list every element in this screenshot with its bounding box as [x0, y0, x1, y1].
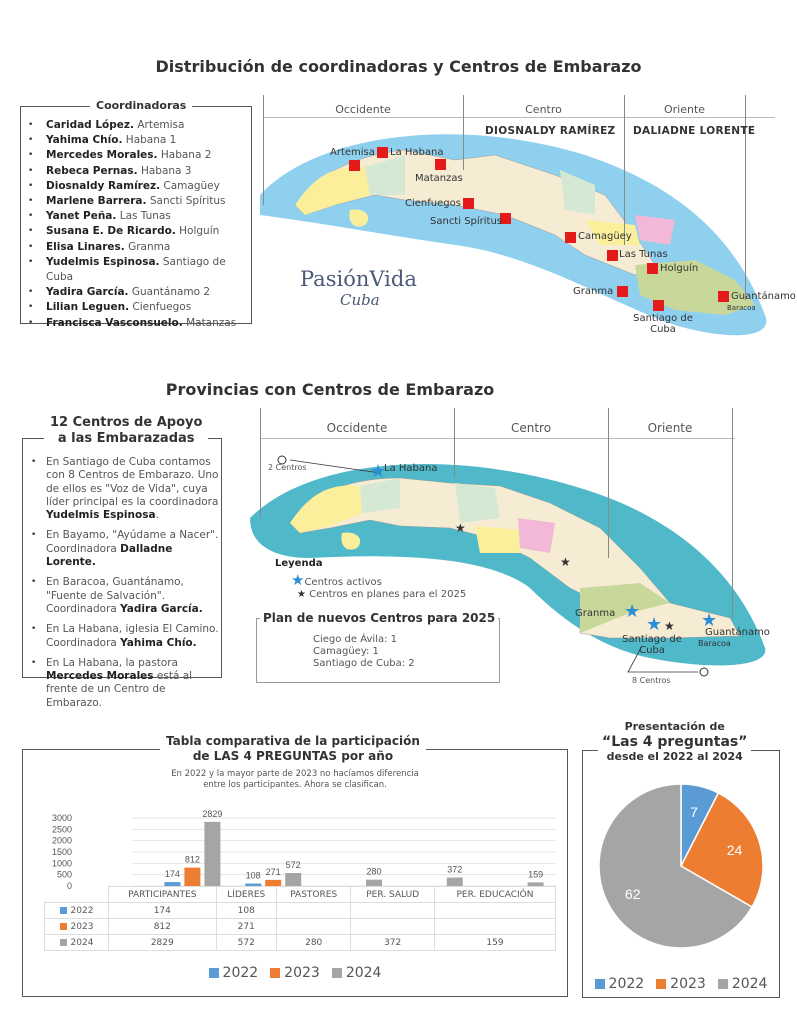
support-title: [44, 415, 208, 447]
table-cell: 271: [216, 919, 276, 935]
logo-text: PasiónVida: [300, 267, 417, 291]
callout-circle-east: [700, 668, 708, 676]
marker-artemisa: [349, 160, 360, 171]
support-item: • En Santiago de Cuba contamos con 8 Centros de Embarazo. Uno de ellos es "Voz de Vida", cuya líder principal es la coordinadora Yudelmis Espinosa.: [24, 456, 220, 522]
coordinator-item: [22, 164, 254, 179]
centro-coordinator: DIOSNALDY RAMÍREZ: [485, 125, 616, 137]
bar-2023-0: [184, 868, 200, 886]
bar-chart-title-line1: Tabla comparativa de la participación: [166, 734, 420, 748]
coordinator-place: Habana 2: [157, 149, 212, 162]
city-las-tunas: Las Tunas: [619, 249, 668, 260]
coordinator-item: [22, 118, 254, 133]
plan-item: Ciego de Ávila: 1: [313, 634, 398, 645]
plan-list: [313, 634, 415, 670]
bar-chart-title: [160, 734, 426, 764]
table-cell: 159: [434, 935, 555, 951]
coordinators-title: Coordinadoras: [90, 99, 192, 112]
star-active-granma: ★: [624, 601, 641, 622]
table-cell: 572: [216, 935, 276, 951]
table-header-row: [45, 887, 556, 903]
marker-granma: [617, 286, 628, 297]
table-series-label: 2024: [45, 935, 109, 951]
pie-data-label: 7: [690, 803, 698, 820]
legend-swatch: [60, 907, 67, 914]
y-tick-label: 1000: [51, 858, 72, 869]
city-baracoa: Baracoa: [727, 304, 756, 312]
support-item: • En Baracoa, Guantánamo, "Fuente de Salvación". Coordinadora Yadira García.: [24, 576, 220, 616]
legend-label: 2022: [222, 965, 259, 981]
oriente-coordinator: DALIADNE LORENTE: [633, 125, 756, 137]
legend-item: [332, 965, 382, 981]
support-item: • En Bayamo, "Ayúdame a Nacer". Coordinadora Dalladne Lorente.: [24, 529, 220, 569]
city-cienfuegos: Cienfuegos: [405, 198, 461, 209]
legend-label: 2024: [345, 965, 382, 981]
table-cell: 372: [351, 935, 435, 951]
coordinator-place: Holguín: [175, 225, 220, 238]
region-boundary: [624, 95, 625, 245]
pasionvida-logo: [300, 267, 417, 309]
star-planned-camaguey: ★: [560, 555, 571, 569]
city-granma: Granma: [575, 608, 616, 619]
city-camaguey: Camagüey: [578, 231, 632, 242]
bar-2024-0: [204, 822, 220, 886]
y-tick-label: 500: [56, 869, 72, 880]
legend-item: [595, 976, 645, 992]
support-item: • En La Habana, iglesia El Camino. Coordinadora Yahima Chío.: [24, 623, 220, 650]
data-label: 174: [164, 869, 180, 880]
table-corner: [45, 887, 109, 903]
table-cell: 108: [216, 903, 276, 919]
coordinator-name: Yadira García.: [46, 286, 129, 299]
coordinator-item: [22, 255, 254, 285]
legend-swatch: [209, 968, 219, 978]
legend-swatch: [332, 968, 342, 978]
coordinator-name: Caridad López.: [46, 119, 134, 131]
table-cell: [434, 903, 555, 919]
region-boundary: [454, 408, 455, 478]
coordinator-name: Mercedes Morales.: [46, 149, 158, 162]
table-cell: 174: [109, 903, 217, 919]
region-occidente: Occidente: [335, 103, 391, 116]
table-header: PASTORES: [276, 887, 350, 903]
coordinator-item: [22, 300, 254, 315]
region-occidente: Occidente: [326, 421, 388, 435]
legend-label: 2022: [608, 976, 645, 992]
support-coordinator: Yahima Chío.: [120, 636, 197, 649]
pie-title-line3: desde el 2022 al 2024: [606, 750, 743, 763]
table-cell: 2829: [109, 935, 217, 951]
legend-planned: [297, 589, 466, 600]
coordinator-item: [22, 148, 254, 163]
region-divider-line: [263, 117, 775, 118]
coordinator-item: [22, 316, 254, 331]
table-row: [45, 919, 556, 935]
city-artemisa: Artemisa: [330, 147, 375, 158]
legend-label: 2023: [670, 976, 706, 992]
marker-santiago: [653, 300, 664, 311]
legend-label: 2024: [731, 976, 768, 992]
plan-item: Santiago de Cuba: 2: [313, 658, 415, 669]
coordinator-item: [22, 285, 254, 300]
city-guantanamo: Guantánamo: [731, 291, 796, 302]
y-tick-label: 3000: [51, 813, 72, 823]
star-planned-cienfuegos: ★: [455, 521, 466, 535]
table-cell: [351, 903, 435, 919]
star-planned-santiago: ★: [664, 619, 675, 633]
support-list: [24, 456, 220, 717]
star-blue-icon: ★: [291, 571, 305, 589]
coordinator-name: Francisca Vasconsuelo.: [46, 316, 183, 329]
marker-cienfuegos: [463, 198, 474, 209]
coordinators-list: [22, 118, 254, 331]
bar-chart-legend: [22, 965, 568, 981]
coordinator-place: Santiago de Cuba: [46, 255, 226, 284]
table-cell: [276, 903, 350, 919]
legend-title: Leyenda: [275, 558, 323, 569]
star-active-habana: ★: [370, 461, 387, 482]
legend-item: [656, 976, 706, 992]
city-sancti-spiritus: Sancti Spíritus: [430, 216, 503, 227]
legend-swatch: [718, 979, 728, 989]
city-holguin: Holguín: [660, 263, 699, 274]
pie-title-line1: Presentación de: [624, 720, 725, 733]
support-title-line2: a las Embarazadas: [57, 431, 195, 446]
support-coordinator: Dalladne Lorente.: [46, 542, 173, 569]
city-la-habana: La Habana: [390, 147, 444, 158]
legend-item: [209, 965, 259, 981]
pie-chart: [586, 774, 776, 964]
legend-active-label: Centros activos: [304, 577, 382, 588]
coordinator-place: Las Tunas: [116, 210, 171, 223]
bar-chart-title-line2: de LAS 4 PREGUNTAS por año: [192, 749, 394, 763]
legend-item: [270, 965, 320, 981]
star-black-icon: ★: [297, 589, 310, 600]
table-cell: 280: [276, 935, 350, 951]
pie-data-label: 62: [624, 885, 641, 902]
coordinator-name: Susana E. De Ricardo.: [46, 225, 176, 238]
province-villaclara: [455, 483, 500, 523]
city-baracoa: Baracoa: [698, 639, 731, 648]
marker-la-habana: [377, 147, 388, 158]
coordinator-name: Rebeca Pernas.: [46, 164, 138, 177]
bar-2024-3: [447, 878, 463, 886]
coordinator-item: [22, 133, 254, 148]
bar-2024-1: [285, 873, 301, 886]
region-boundary: [732, 408, 733, 618]
callout-2-centros: 2 Centros: [268, 463, 307, 472]
support-item: • En La Habana, la pastora Mercedes Morales está al frente de un Centro de Embarazo.: [24, 657, 220, 710]
y-tick-label: 1500: [51, 847, 72, 857]
city-granma: Granma: [573, 286, 614, 297]
coordinator-place: Habana 1: [122, 134, 177, 147]
legend-swatch: [60, 923, 67, 930]
table-header: LÍDERES: [216, 887, 276, 903]
legend-swatch: [656, 979, 666, 989]
bar-chart-data-table: [44, 886, 556, 951]
table-header: PER. EDUCACIÓN: [434, 887, 555, 903]
region-centro: Centro: [510, 421, 552, 435]
coordinator-name: Yahima Chío.: [46, 134, 123, 147]
city-guantanamo: Guantánamo: [705, 627, 770, 638]
coordinator-item: [22, 179, 254, 194]
city-santiago: Santiago de Cuba: [622, 634, 682, 656]
coordinator-name: Elisa Linares.: [46, 240, 125, 253]
table-cell: [351, 919, 435, 935]
table-series-label: 2023: [45, 919, 109, 935]
legend-swatch: [60, 939, 67, 946]
city-la-habana: La Habana: [384, 463, 438, 474]
support-coordinator: Yadira García.: [120, 602, 203, 615]
section1-title: Distribución de coordinadoras y Centros de Embarazo: [155, 57, 642, 76]
table-header: PARTICIPANTES: [109, 887, 217, 903]
table-cell: 812: [109, 919, 217, 935]
marker-matanzas: [435, 159, 446, 170]
coordinator-name: Marlene Barrera.: [46, 195, 147, 208]
data-label: 108: [245, 870, 261, 881]
legend-swatch: [595, 979, 605, 989]
y-tick-label: 2000: [51, 835, 72, 846]
marker-guantanamo: [718, 291, 729, 302]
coordinator-place: Cienfuegos: [129, 301, 192, 314]
data-label: 372: [447, 864, 463, 875]
coordinator-place: Guantánamo 2: [128, 286, 211, 299]
map-legend: [275, 558, 466, 600]
coordinator-place: Sancti Spíritus: [146, 195, 226, 208]
legend-planned-label: Centros en planes para el 2025: [309, 589, 467, 600]
star-active-guantanamo: ★: [701, 610, 718, 631]
data-label: 271: [265, 866, 281, 877]
logo-subtext: Cuba: [340, 291, 380, 309]
coordinator-place: Granma: [124, 240, 171, 253]
region-oriente: Oriente: [647, 421, 693, 435]
city-matanzas: Matanzas: [415, 173, 463, 184]
legend-swatch: [270, 968, 280, 978]
region-oriente: Oriente: [663, 103, 706, 116]
y-tick-label: 2500: [51, 824, 72, 835]
table-series-label: 2022: [45, 903, 109, 919]
table-row: [45, 903, 556, 919]
coordinator-item: [22, 209, 254, 224]
plan-title: Plan de nuevos Centros para 2025: [260, 611, 498, 625]
pie-data-label: 24: [726, 842, 743, 859]
region-centro: Centro: [525, 103, 562, 116]
coordinator-name: Diosnaldy Ramírez.: [46, 179, 161, 192]
coordinator-place: Camagüey: [160, 179, 220, 192]
coordinator-place: Artemisa: [133, 119, 185, 131]
coordinator-item: [22, 224, 254, 239]
data-label: 280: [366, 866, 382, 877]
table-row: [45, 935, 556, 951]
legend-item: [718, 976, 768, 992]
coordinator-name: Lilian Leguen.: [46, 301, 130, 314]
data-label: 572: [285, 860, 301, 871]
legend-label: 2023: [284, 965, 320, 981]
subtitle-line2: entre los participantes. Ahora se clasifican.: [203, 780, 387, 790]
coordinator-place: Habana 3: [137, 164, 192, 177]
pie-title-line2: “Las 4 preguntas”: [602, 734, 748, 750]
plan-item: Camagüey: 1: [313, 646, 379, 657]
bar-chart-subtitle: [22, 769, 568, 791]
section2-title: Provincias con Centros de Embarazo: [165, 380, 495, 399]
data-label: 2829: [202, 808, 223, 819]
region-divider-line: [260, 438, 735, 439]
support-title-line1: 12 Centros de Apoyo: [50, 415, 203, 430]
y-tick-label: 0: [66, 881, 72, 891]
support-coordinator: Yudelmis Espinosa: [46, 509, 156, 522]
coordinator-name: Yudelmis Espinosa.: [46, 255, 160, 268]
marker-las-tunas: [607, 250, 618, 261]
coordinator-place: Matanzas: [182, 316, 237, 329]
coordinator-item: [22, 240, 254, 255]
support-coordinator: Mercedes Morales: [46, 670, 154, 683]
province-sancti: [475, 526, 520, 553]
marker-holguin: [647, 263, 658, 274]
pie-chart-legend: [582, 976, 780, 992]
province-ciego: [518, 518, 555, 553]
callout-8-centros: 8 Centros: [632, 676, 671, 685]
star-active-santiago: ★: [646, 614, 663, 635]
pie-chart-title: [598, 720, 751, 764]
coordinator-item: [22, 194, 254, 209]
legend-active: [291, 571, 466, 589]
map-distribution: [255, 95, 797, 345]
table-cell: [434, 919, 555, 935]
data-label: 812: [184, 854, 200, 865]
subtitle-line1: En 2022 y la mayor parte de 2023 no hacíamos diferencia: [171, 769, 419, 779]
coordinator-name: Yanet Peña.: [46, 210, 117, 223]
data-label: 159: [528, 869, 544, 880]
city-santiago: Santiago de Cuba: [633, 313, 693, 335]
table-cell: [276, 919, 350, 935]
marker-camaguey: [565, 232, 576, 243]
table-header: PER. SALUD: [351, 887, 435, 903]
